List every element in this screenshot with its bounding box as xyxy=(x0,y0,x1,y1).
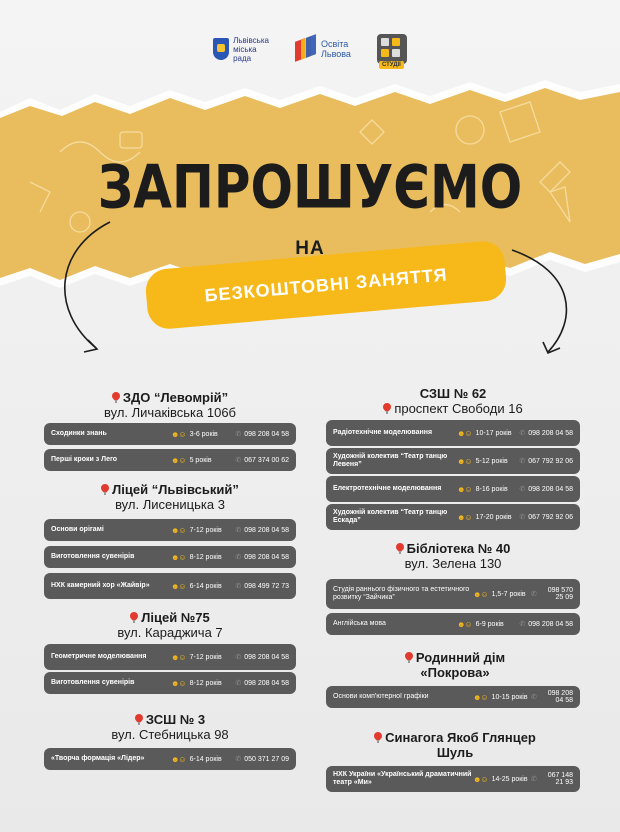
phone-icon: ✆ xyxy=(235,756,242,763)
class-age: 7-12 років xyxy=(189,526,222,534)
class-title: Електротехнічне моделювання xyxy=(333,484,442,492)
kids-icon: ☻☺ xyxy=(457,512,472,522)
phone-icon: ✆ xyxy=(519,514,526,521)
class-age: 17-20 років xyxy=(475,513,512,521)
phone-icon: ✆ xyxy=(235,431,242,438)
phone-icon: ✆ xyxy=(531,776,537,783)
kids-icon: ☻☺ xyxy=(473,589,488,599)
venue-header xyxy=(44,482,296,512)
class-age: 10-17 років xyxy=(475,429,512,437)
venue-address: вул. Караджича 7 xyxy=(117,625,223,640)
class-row xyxy=(44,672,296,694)
class-age: 7-12 років xyxy=(189,653,222,661)
location-pin-icon xyxy=(101,484,109,495)
venue-header xyxy=(326,386,580,416)
venue-name: Ліцей №75 xyxy=(141,610,210,625)
class-row xyxy=(326,579,580,609)
class-title: Геометричне моделювання xyxy=(51,652,147,660)
phone-icon: ✆ xyxy=(519,458,526,465)
kids-icon: ☻☺ xyxy=(457,428,472,438)
pill-label: БЕЗКОШТОВНІ ЗАНЯТТЯ xyxy=(203,263,449,306)
class-phone: 098 208 04 58 xyxy=(244,430,289,438)
class-row xyxy=(44,449,296,471)
class-row xyxy=(326,448,580,474)
venue-name: Синагога Якоб Глянцер Шуль xyxy=(385,730,536,760)
right-arrow-icon xyxy=(512,250,566,352)
phone-icon: ✆ xyxy=(519,430,526,437)
location-pin-icon xyxy=(112,392,120,403)
phone-icon: ✆ xyxy=(235,583,242,590)
class-row xyxy=(326,476,580,502)
class-row xyxy=(44,519,296,541)
venue-name: ЗДО “Левомрій” xyxy=(122,390,229,405)
class-phone: 098 208 04 58 xyxy=(528,620,573,628)
phone-icon: ✆ xyxy=(519,621,526,628)
venue-name: Бібліотека № 40 xyxy=(406,541,511,556)
location-pin-icon xyxy=(383,403,391,414)
class-row xyxy=(44,546,296,568)
class-age: 8-12 років xyxy=(189,553,222,561)
class-row xyxy=(326,613,580,635)
class-title: НХК камерний хор «Жайвір» xyxy=(51,581,150,589)
class-row xyxy=(44,423,296,445)
venue-header xyxy=(326,541,580,571)
class-phone: 067 792 92 06 xyxy=(528,457,573,465)
class-phone: 050 371 27 09 xyxy=(244,755,289,763)
kids-icon: ☻☺ xyxy=(473,774,488,784)
studio-tag: СТУДІЇ xyxy=(379,61,404,69)
phone-icon: ✆ xyxy=(235,527,242,534)
osvita-label: Освіта Львова xyxy=(320,39,351,59)
class-title: НХК України «Український драматичний театр «Ми» xyxy=(333,770,472,786)
class-title: Основи орігамі xyxy=(51,525,104,533)
city-council-label: Львівська міська рада xyxy=(233,35,269,63)
class-row xyxy=(326,686,580,708)
venue-address: вул. Зелена 130 xyxy=(404,556,502,571)
class-age: 10-15 років xyxy=(491,693,528,701)
kids-icon: ☻☺ xyxy=(171,455,186,465)
class-age: 6-14 років xyxy=(189,582,222,590)
location-pin-icon xyxy=(135,714,143,725)
class-age: 6-9 років xyxy=(475,620,504,628)
location-pin-icon xyxy=(130,612,138,623)
class-phone: 067 374 00 62 xyxy=(244,456,289,464)
class-age: 6-14 років xyxy=(189,755,222,763)
class-title: «Творча формація «Лідер» xyxy=(51,754,145,762)
location-pin-icon xyxy=(405,652,413,663)
class-phone: 098 208 04 58 xyxy=(528,429,573,437)
class-phone: 098 570 25 09 xyxy=(547,587,573,601)
venue-address: вул. Лисеницька 3 xyxy=(115,497,225,512)
sub-heading: НА xyxy=(295,238,325,259)
venue-address: вул. Стебницька 98 xyxy=(111,727,229,742)
phone-icon: ✆ xyxy=(235,554,242,561)
class-age: 1,5-7 років xyxy=(491,590,526,598)
class-row xyxy=(326,504,580,530)
phone-icon: ✆ xyxy=(531,694,537,701)
class-row xyxy=(44,573,296,599)
class-phone: 098 208 04 58 xyxy=(244,553,289,561)
class-title: Сходинки знань xyxy=(51,429,107,437)
kids-icon: ☻☺ xyxy=(171,552,186,562)
kids-icon: ☻☺ xyxy=(171,581,186,591)
class-age: 8-16 років xyxy=(475,485,508,493)
class-age: 5-12 років xyxy=(475,457,508,465)
class-phone: 098 208 04 58 xyxy=(244,679,289,687)
venue-name: Родинний дім «Покрова» xyxy=(415,650,506,680)
kids-icon: ☻☺ xyxy=(457,619,472,629)
kids-icon: ☻☺ xyxy=(473,692,488,702)
class-title: Художній колектив “Театр танцю Левеня” xyxy=(333,452,448,468)
class-title: Перші кроки з Лего xyxy=(51,455,118,463)
phone-icon: ✆ xyxy=(519,486,526,493)
kids-icon: ☻☺ xyxy=(171,429,186,439)
class-title: Виготовлення сувенірів xyxy=(51,552,135,560)
class-phone: 067 148 21 93 xyxy=(547,772,573,786)
venue-header xyxy=(370,650,540,680)
class-age: 5 років xyxy=(189,456,212,464)
venue-name: ЗСШ № 3 xyxy=(145,712,206,727)
class-phone: 098 208 04 58 xyxy=(244,653,289,661)
venue-header xyxy=(44,712,296,742)
class-age: 14-25 років xyxy=(491,775,528,783)
class-phone: 098 208 04 58 xyxy=(528,485,573,493)
location-pin-icon xyxy=(396,543,404,554)
class-phone: 098 499 72 73 xyxy=(244,582,289,590)
class-title: Студія раннього фізичного та естетичного розвитку “Зайчика” xyxy=(333,585,470,601)
class-title: Виготовлення сувенірів xyxy=(51,678,135,686)
phone-icon: ✆ xyxy=(235,457,242,464)
venue-header xyxy=(370,730,540,760)
venue-name: Ліцей “Львівський” xyxy=(112,482,239,497)
kids-icon: ☻☺ xyxy=(171,754,186,764)
class-phone: 098 208 04 58 xyxy=(244,526,289,534)
class-row xyxy=(44,644,296,670)
class-age: 8-12 років xyxy=(189,679,222,687)
venue-name: СЗШ № 62 xyxy=(419,386,487,401)
phone-icon: ✆ xyxy=(235,654,242,661)
venue-header xyxy=(44,390,296,420)
kids-icon: ☻☺ xyxy=(457,484,472,494)
class-row xyxy=(44,748,296,770)
class-age: 3-6 років xyxy=(189,430,218,438)
class-title: Радіотехнічне моделювання xyxy=(333,428,433,436)
class-title: Художній колектив “Театр танцю Ескада” xyxy=(333,508,448,524)
venue-address: вул. Личаківська 106б xyxy=(104,405,236,420)
class-row xyxy=(326,420,580,446)
kids-icon: ☻☺ xyxy=(171,525,186,535)
class-phone: 098 208 04 58 xyxy=(547,690,573,704)
left-arrow-icon xyxy=(65,222,110,348)
headline: ЗАПРОШУЄМО xyxy=(97,152,523,222)
class-phone: 067 792 92 06 xyxy=(528,513,573,521)
class-row xyxy=(326,766,580,792)
phone-icon: ✆ xyxy=(531,591,537,598)
location-pin-icon xyxy=(374,732,382,743)
phone-icon: ✆ xyxy=(235,680,242,687)
kids-icon: ☻☺ xyxy=(457,456,472,466)
kids-icon: ☻☺ xyxy=(171,652,186,662)
class-title: Основи комп'ютерної графіки xyxy=(333,692,429,700)
class-title: Англійська мова xyxy=(333,619,386,627)
kids-icon: ☻☺ xyxy=(171,678,186,688)
venue-header xyxy=(44,610,296,640)
decorative-arrows xyxy=(0,0,620,380)
venue-address: проспект Свободи 16 xyxy=(394,401,523,416)
